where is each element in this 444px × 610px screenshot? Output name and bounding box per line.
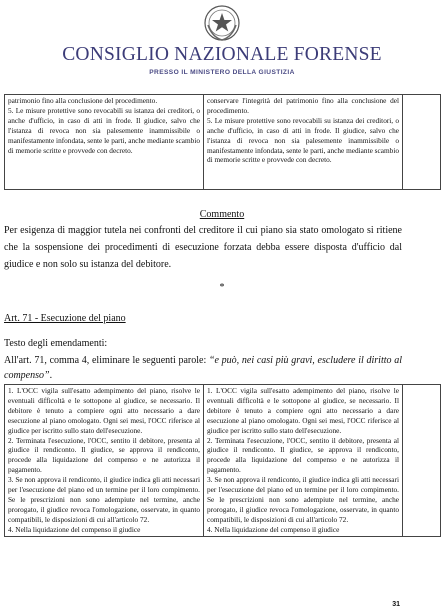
paragraph: 5. Le misure protettive sono revocabili su istanza dei creditori, o anche d'ufficio, in caso di atti in frode. Il giudice, salvo che l'istanza di revoca non sia palesemente inammissibile o manifestamente infondata, sente le parti, anche mediante scambio di memorie scritte e provvede con decreto. bbox=[8, 105, 200, 155]
paragraph: 3. Se non approva il rendiconto, il giudice indica gli atti necessari per l'esecuzione del piano ed un termine per il loro compimento. Se le prescrizioni non sono adempiute nel termine, anche prorogato, il giudice revoca l'omologazione, osservate, in quanto compatibili, le disposizioni di cui all'articolo 72. bbox=[8, 475, 200, 524]
table-cell-right bbox=[204, 385, 403, 537]
republic-emblem-icon bbox=[202, 3, 242, 43]
paragraph: 4. Nella liquidazione del compenso il giudice bbox=[8, 524, 141, 534]
commento-text: Per esigenza di maggior tutela nei confronti del creditore il cui piano sia stato omologato si ritiene che la sospensione dei procedimenti di esecuzione forzata debba essere disposta d'ufficio dal giudice e non solo su istanza del debitore. bbox=[4, 225, 402, 270]
comparison-table-bottom bbox=[4, 384, 441, 537]
amendment-text bbox=[4, 353, 402, 383]
section-separator: * bbox=[219, 282, 225, 293]
paragraph: 1. L'OCC vigila sull'esatto adempimento del piano, risolve le eventuali difficoltà e le sottopone al giudice, se necessario. Il debitore è tenuto a compiere ogni atto necessario a dare esecuzione al piano omologato. Ogni sei mesi, l'OCC riferisce al giudice per iscritto sullo stato dell'esecuzione. bbox=[207, 386, 399, 435]
article-title: Art. 71 - Esecuzione del piano bbox=[4, 313, 126, 324]
page-number: 31 bbox=[392, 601, 400, 608]
table-cell-right bbox=[204, 95, 403, 190]
table-cell-left bbox=[5, 95, 204, 190]
table-cell-left bbox=[5, 385, 204, 537]
paragraph: 2. Terminata l'esecuzione, l'OCC, sentito il debitore, presenta al giudice il rendiconto. Il giudice, se approva il rendiconto, procede alla liquidazione del compenso e ne autorizza il pagamento. bbox=[207, 435, 399, 475]
paragraph: 4. Nella liquidazione del compenso il giudice bbox=[207, 524, 340, 534]
paragraph: patrimonio fino alla conclusione del procedimento. bbox=[8, 96, 158, 105]
organization-subtitle: PRESSO IL MINISTERO DELLA GIUSTIZIA bbox=[149, 69, 295, 76]
table-cell-empty bbox=[403, 95, 441, 190]
amendment-quote: “e può, nei casi più gravi, escludere il diritto al compenso” bbox=[4, 355, 403, 381]
paragraph: 2. Terminata l'esecuzione, l'OCC, sentito il debitore, presenta al giudice il rendiconto. Il giudice, se approva il rendiconto, procede alla liquidazione del compenso e ne autorizza il pagamento. bbox=[8, 435, 200, 475]
table-cell-empty bbox=[403, 385, 441, 537]
organization-name: CONSIGLIO NAZIONALE FORENSE bbox=[62, 44, 382, 65]
amendments-label: Testo degli emendamenti: bbox=[4, 338, 108, 349]
table-row bbox=[5, 385, 441, 537]
paragraph: conservare l'integrità del patrimonio fino alla conclusione del procedimento. bbox=[207, 96, 399, 115]
paragraph: 3. Se non approva il rendiconto, il giudice indica gli atti necessari per l'esecuzione del piano ed un termine per il loro compimento. Se le prescrizioni non sono adempiute nel termine, anche prorogato, il giudice revoca l'omologazione, osservate, in quanto compatibili, le disposizioni di cui all'articolo 72. bbox=[207, 475, 399, 524]
table-row bbox=[5, 95, 441, 190]
comparison-table-top bbox=[4, 94, 441, 190]
amendment-end: . bbox=[49, 370, 53, 381]
paragraph: 1. L'OCC vigila sull'esatto adempimento del piano, risolve le eventuali difficoltà e le sottopone al giudice, se necessario. Il debitore è tenuto a compiere ogni atto necessario a dare esecuzione al piano omologato. Ogni sei mesi, l'OCC riferisce al giudice per iscritto sullo stato dell'esecuzione. bbox=[8, 386, 200, 435]
amendment-instruction: All'art. 71, comma 4, eliminare le seguenti parole: bbox=[4, 355, 209, 366]
commento-title: Commento bbox=[199, 209, 245, 220]
paragraph: 5. Le misure protettive sono revocabili su istanza dei creditori, o anche d'ufficio, in caso di atti in frode. Il giudice, salvo che l'istanza di revoca non sia palesemente inammissibile o manifestamente infondata, sente le parti, anche mediante scambio di memorie scritte e provvede con decreto. bbox=[207, 115, 399, 165]
